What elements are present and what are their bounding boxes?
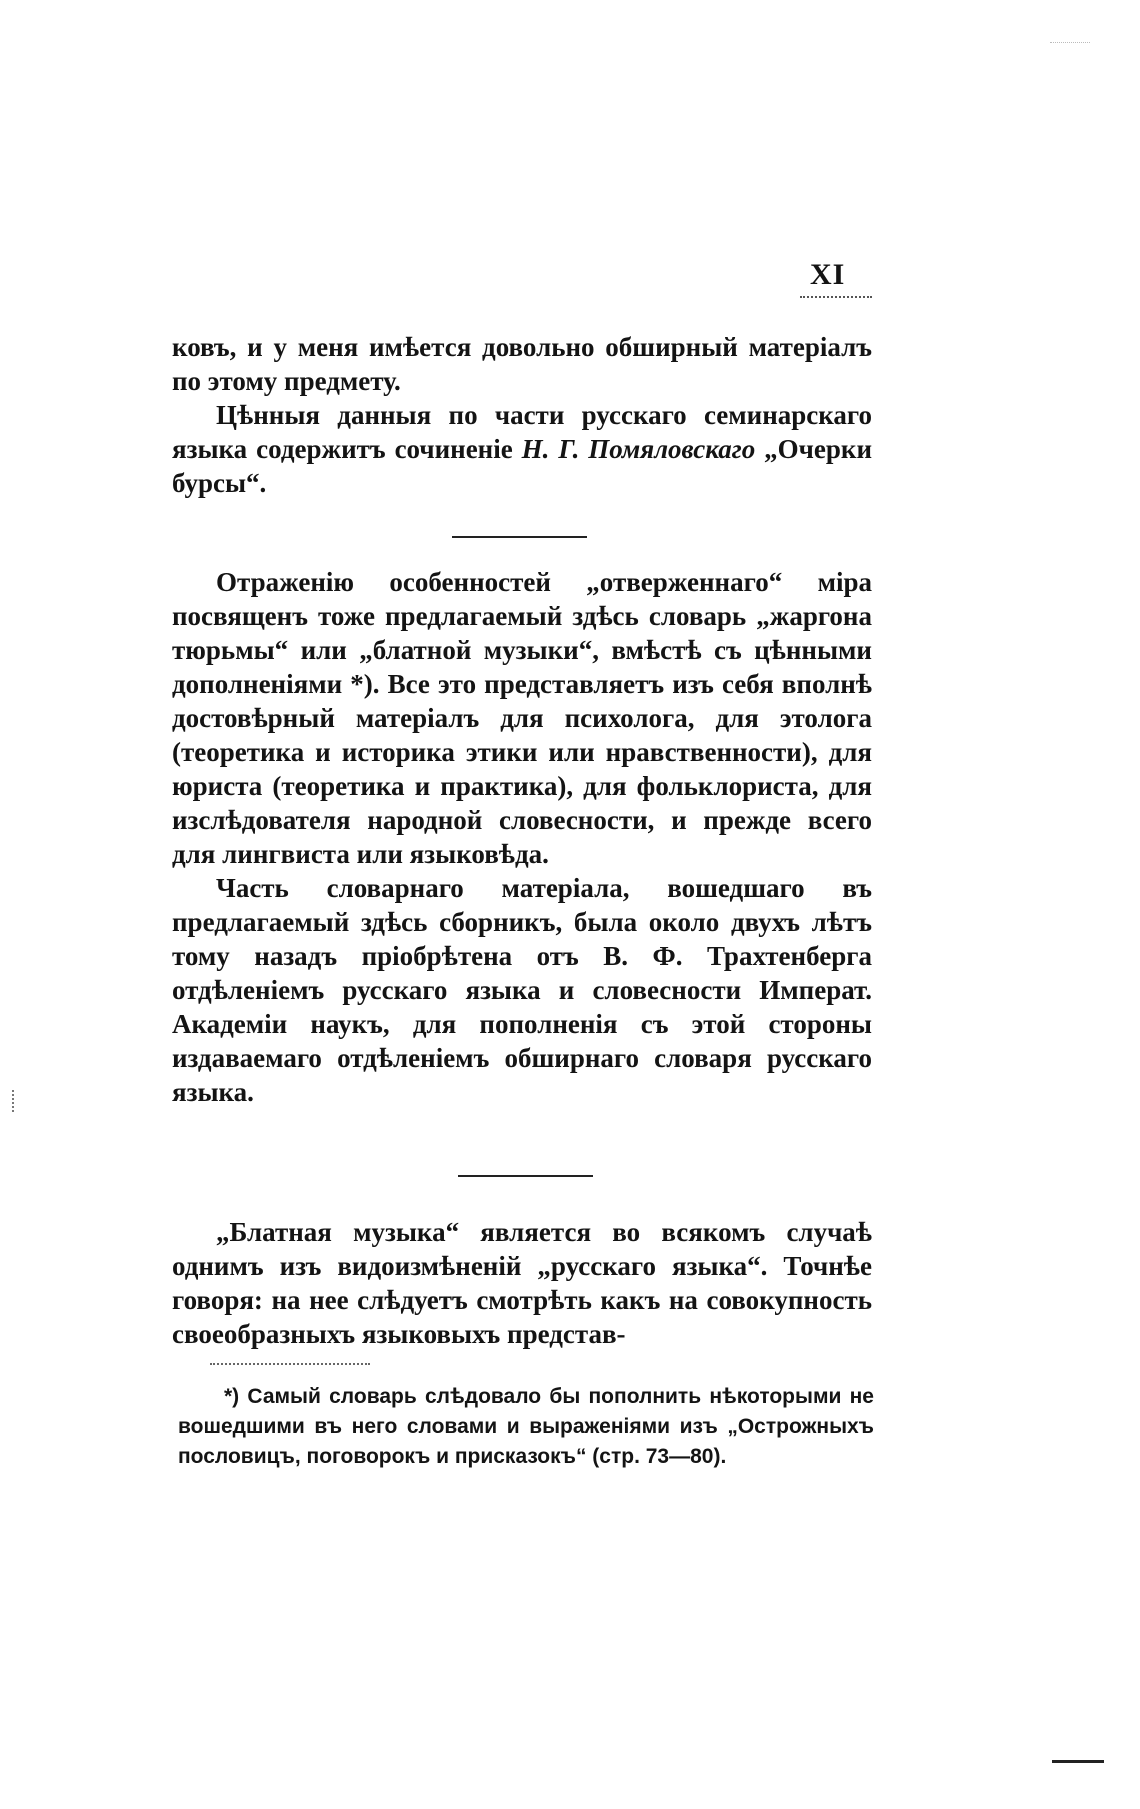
paragraph-reflection: Отраженію особенностей „отверженнаго“ міра посвященъ тоже предлагаемый здѣсь словарь „жаргона тюрьмы“ или „блатной музыки“, вмѣстѣ съ цѣнными дополненіями *). Все это представляетъ изъ себя вполнѣ достовѣрный матеріалъ для психолога, для этолога (теоретика и историка этики или нравственности), для юриста (теоретика и практика), для фольклориста, для изслѣдователя народной словесности, и прежде всего для лингвиста или языковѣда.: [172, 567, 872, 869]
section-divider: [458, 1175, 593, 1177]
footnote: [178, 1382, 874, 1472]
scan-edge-mark: [1052, 1760, 1104, 1763]
paragraph-seminary-language: [172, 398, 872, 500]
paragraph-text: Цѣнныя данныя по части русскаго семинарскаго языка содержитъ сочиненіе: [172, 400, 872, 464]
footnote-text: *) Самый словарь слѣдовало бы пополнить нѣкоторыми не вошедшими въ него словами и выраженіями изъ „Острожныхъ пословицъ, поговорокъ и присказокъ“ (стр. 73—80).: [178, 1385, 874, 1468]
text-block-middle: [172, 565, 872, 1109]
paragraph-text: „Очерки бурсы“.: [172, 434, 872, 498]
page-number-underline: [800, 296, 872, 298]
text-block-bottom: [172, 1215, 872, 1351]
paragraph-continuation: ковъ, и у меня имѣется довольно обширный матеріалъ по этому предмету.: [172, 332, 872, 396]
scan-artifact-dots: [1050, 42, 1090, 43]
footnote-separator: [210, 1363, 370, 1365]
scan-artifact-margin: [12, 1090, 14, 1112]
section-divider: [452, 536, 587, 538]
page-number: XI: [810, 258, 846, 291]
paragraph-blatnaya-muzyka: „Блатная музыка“ является во всякомъ случаѣ однимъ изъ видоизмѣненій „русскаго языка“. Точнѣе говоря: на нее слѣдуетъ смотрѣть какъ на совокупность своеобразныхъ языковыхъ представ-: [172, 1217, 872, 1349]
text-block-top: [172, 330, 872, 500]
paragraph-dictionary-material: Часть словарнаго матеріала, вошедшаго въ предлагаемый здѣсь сборникъ, была около двухъ лѣтъ тому назадъ пріобрѣтена отъ В. Ф. Трахтенберга отдѣленіемъ русскаго языка и словесности Императ. Академіи наукъ, для пополненія съ этой стороны издаваемаго отдѣленіемъ обширнаго словаря русскаго языка.: [172, 873, 872, 1107]
author-name: Н. Г. Помяловскаго: [521, 434, 756, 464]
